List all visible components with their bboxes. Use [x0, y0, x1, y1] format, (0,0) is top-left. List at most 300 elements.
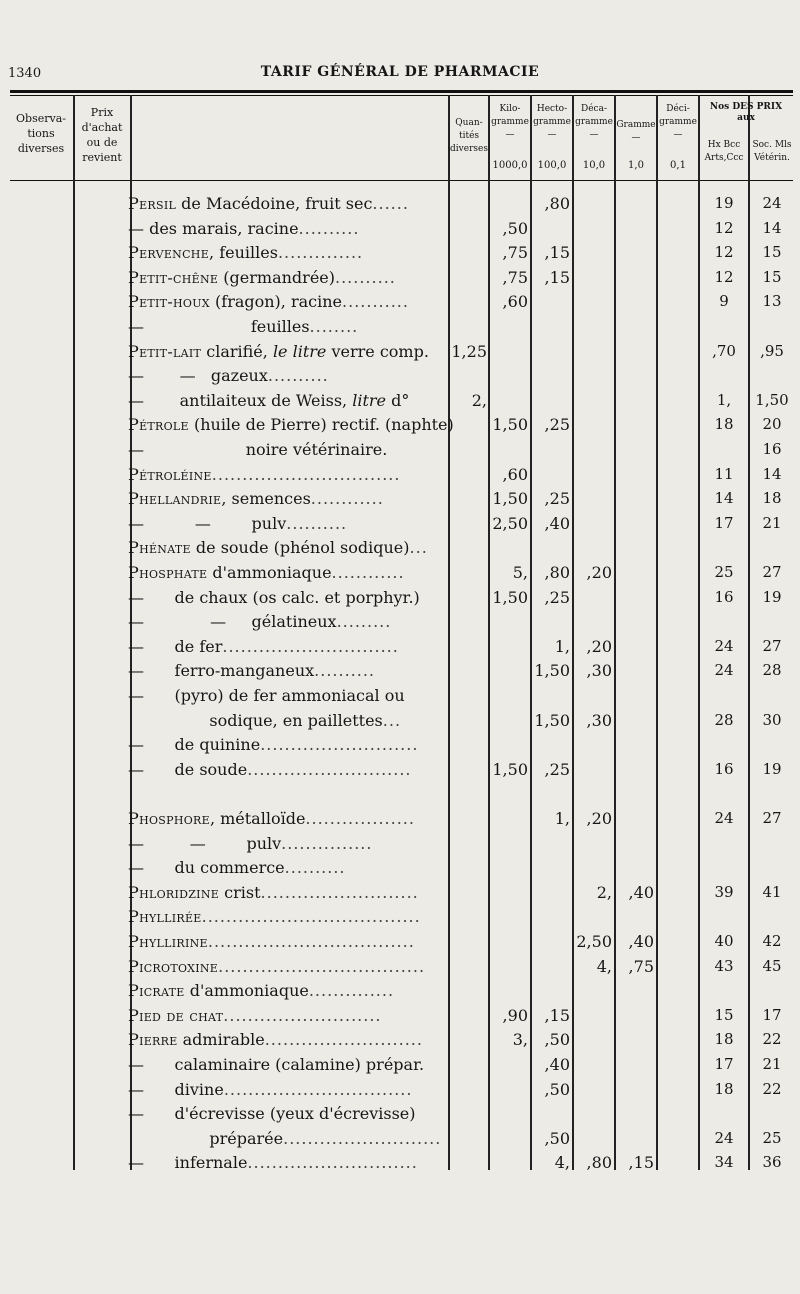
table-row [0, 809, 800, 833]
item-name [128, 1104, 415, 1123]
item-name [128, 1153, 418, 1172]
table-row [0, 637, 800, 661]
item-name [128, 538, 428, 557]
table-row [0, 415, 800, 439]
item-name-sc: Pétroléine [128, 464, 212, 484]
price-dag: ,20 [586, 563, 612, 582]
price-dag: ,20 [586, 809, 612, 828]
number-arts: 1, [716, 390, 732, 409]
number-soc-vet: 22 [762, 1079, 782, 1098]
number-soc-vet: 16 [762, 440, 782, 458]
item-name-lead: .......... [298, 218, 360, 238]
price-kg: 3, [512, 1030, 528, 1050]
item-name-rest: — pulv [149, 513, 287, 533]
unit-hecto: 100,0 [537, 160, 567, 171]
item-name-sc: Phénate [128, 538, 191, 558]
number-arts: 24 [714, 809, 734, 827]
item-name-rest: d'ammoniaque [184, 981, 309, 1001]
number-arts: 14 [714, 489, 734, 508]
item-name [128, 858, 346, 877]
item-name-lead: ............................. [222, 636, 399, 656]
price-hg: ,15 [544, 1005, 570, 1025]
number-soc-vet: 27 [762, 563, 782, 581]
item-name-prefix: — [128, 759, 150, 779]
table-row [0, 292, 800, 316]
number-soc-vet: 19 [762, 587, 782, 606]
price-hg: ,15 [544, 267, 570, 287]
price-hg: 4, [554, 1153, 570, 1173]
item-name-sc: Phloridzine [128, 882, 220, 902]
table-row [0, 489, 800, 513]
page-number: 1340 [8, 66, 42, 81]
item-name-rest: , semences [221, 489, 311, 509]
number-soc-vet: 15 [762, 267, 782, 286]
item-name-rest: crist [219, 882, 261, 902]
item-name [128, 588, 420, 607]
table-row [0, 1006, 800, 1030]
item-name-rest: du commerce [149, 858, 285, 878]
price-g: ,15 [628, 1153, 654, 1173]
price-dag: 2, [596, 882, 612, 902]
table-row [0, 243, 800, 267]
price-hg: ,40 [544, 1055, 570, 1074]
item-name [128, 834, 372, 853]
number-soc-vet: ,95 [760, 341, 784, 360]
item-name-it: litre [352, 390, 386, 410]
item-name-rest: — pulv [149, 833, 282, 853]
item-name [128, 612, 391, 631]
price-g: ,75 [628, 956, 654, 976]
item-name-rest: (huile de Pierre) rectif. (naphte) [188, 415, 454, 435]
item-name-rest: des marais, racine [149, 218, 299, 238]
item-name-lead: ............ [331, 563, 405, 582]
item-name-lead: ............................... [211, 464, 401, 484]
item-name-lead: .......................... [223, 1005, 382, 1025]
item-name-sc: Petit-houx [128, 292, 210, 312]
header-nos-des-prix: Nos DES PRIX aux [709, 102, 783, 123]
unit-deci: 0,1 [670, 160, 686, 171]
item-name [128, 1055, 424, 1074]
item-name-prefix: — [128, 1055, 150, 1074]
price-hg: ,25 [544, 489, 570, 509]
item-name-lead: .......................... [260, 882, 419, 902]
item-name [128, 1080, 412, 1099]
item-name [128, 489, 384, 508]
item-name-rest: d'écrevisse (yeux d'écrevisse) [149, 1104, 416, 1124]
item-name-rest: , métalloïde [209, 809, 306, 828]
table-row [0, 858, 800, 882]
header-decigramme: Déci- gramme — [659, 104, 697, 140]
number-arts: 12 [714, 243, 734, 262]
table-row [0, 366, 800, 390]
number-soc-vet: 41 [762, 882, 782, 901]
number-arts: 15 [714, 1005, 734, 1024]
table-row [0, 711, 800, 735]
price-dag: ,30 [586, 661, 612, 681]
price-dag: ,20 [586, 636, 612, 656]
number-arts: 25 [714, 563, 734, 581]
item-name [128, 292, 409, 311]
item-name-lead: ............................ [247, 1153, 418, 1173]
item-name [128, 1129, 441, 1148]
item-name [128, 366, 329, 385]
price-kg: 2,50 [492, 513, 528, 533]
item-name-sc: Pied de chat [128, 1005, 224, 1025]
price-dag: ,30 [586, 710, 612, 730]
item-name-rest: de chaux (os calc. et porphyr.) [149, 587, 420, 607]
price-hg: ,80 [544, 194, 570, 213]
price-kg: 1,50 [492, 587, 528, 607]
number-soc-vet: 21 [762, 513, 782, 532]
number-arts: 39 [714, 882, 734, 901]
number-soc-vet: 18 [762, 489, 782, 508]
header-prix: Prix d'achat ou de revient [81, 106, 123, 164]
item-name-lead: ... [409, 538, 428, 558]
item-name [128, 563, 405, 582]
item-name [128, 514, 347, 533]
item-name-lead: .................................... [201, 907, 421, 927]
table-row [0, 1129, 800, 1153]
table-row [0, 1104, 800, 1128]
number-arts: 12 [714, 267, 734, 286]
number-arts: 18 [714, 1079, 734, 1098]
item-name-sc: Picrotoxine [128, 956, 219, 976]
number-arts: 24 [714, 1128, 734, 1147]
item-name-lead: .......................... [283, 1128, 442, 1148]
item-name-sc: Persil [128, 194, 177, 213]
number-arts: 17 [714, 1055, 734, 1073]
number-soc-vet: 21 [762, 1055, 782, 1073]
price-kg: ,50 [502, 218, 528, 238]
item-name-rest: (fragon), racine [209, 292, 343, 312]
item-name [128, 907, 421, 926]
header-arts: Hx Bcc Arts,Ccc [704, 140, 744, 163]
item-name-sc: Phyllirine [128, 932, 208, 951]
number-arts: 9 [719, 292, 729, 311]
number-soc-vet: 15 [762, 243, 782, 262]
item-name-rest: préparée [128, 1128, 284, 1148]
item-name-sc: Phosphore [128, 809, 210, 828]
price-hg: 1, [554, 809, 570, 828]
item-name-lead: .................................. [218, 956, 426, 976]
table-row [0, 784, 800, 808]
item-name [128, 440, 387, 459]
top-rule-thick [10, 90, 793, 93]
item-name-lead: ........... [342, 292, 409, 312]
item-name-lead: .......... [267, 366, 329, 386]
number-soc-vet: 30 [762, 710, 782, 729]
price-kg: 5, [512, 563, 528, 582]
number-soc-vet: 14 [762, 218, 782, 237]
price-kg: ,60 [502, 464, 528, 484]
item-name-prefix: — [128, 1104, 150, 1124]
header-bottom-rule [10, 180, 793, 181]
number-arts: 24 [714, 636, 734, 655]
item-name-rest: , feuilles [209, 243, 278, 263]
price-kg: ,90 [502, 1005, 528, 1025]
item-name [128, 981, 394, 1000]
table-row [0, 907, 800, 931]
price-hg: ,50 [544, 1128, 570, 1148]
table-row [0, 661, 800, 685]
item-name-it: le litre [272, 341, 327, 361]
table-row [0, 538, 800, 562]
number-arts: 34 [714, 1153, 734, 1172]
item-name-lead: ............................... [223, 1079, 413, 1099]
item-name-rest: infernale [149, 1153, 248, 1173]
table-row [0, 514, 800, 538]
item-name [128, 711, 401, 730]
item-name-rest: antilaiteux de Weiss, [149, 390, 353, 410]
price-hg: ,25 [544, 587, 570, 607]
number-soc-vet: 20 [762, 415, 782, 434]
item-name-sc: Pervenche [128, 243, 210, 263]
table-row [0, 957, 800, 981]
item-name-sc: Picrate [128, 981, 185, 1001]
price-q: 2, [471, 390, 487, 410]
item-name-rest: (germandrée) [218, 267, 335, 287]
price-hg: ,25 [544, 759, 570, 779]
table-row [0, 588, 800, 612]
header-observations: Observa- tions diverses [16, 112, 66, 155]
number-arts: 28 [714, 710, 734, 729]
table-row [0, 563, 800, 587]
item-name-lead: .......... [314, 661, 376, 681]
item-name-sc: Phosphate [128, 563, 208, 582]
item-name-prefix: — [128, 366, 150, 386]
table-row [0, 686, 800, 710]
item-name-sc: Phyllirée [128, 907, 202, 927]
item-name [128, 637, 399, 656]
item-name-rest: — gélatineux [149, 612, 337, 632]
item-name-rest: ferro-manganeux [149, 661, 315, 681]
item-name [128, 883, 419, 902]
table-row [0, 465, 800, 489]
item-name-prefix: — [128, 636, 150, 656]
header-hectogramme: Hecto- gramme — [533, 104, 571, 140]
number-arts: 17 [714, 513, 734, 532]
item-name-prefix: — [128, 587, 150, 607]
item-name-rest: de Macédoine, fruit sec [176, 194, 373, 213]
table-row [0, 1153, 800, 1177]
unit-deca: 10,0 [582, 160, 606, 171]
number-arts: ,70 [712, 341, 736, 360]
item-name [128, 465, 400, 484]
number-soc-vet: 1,50 [755, 390, 789, 409]
price-hg: ,50 [544, 1079, 570, 1099]
header-decagramme: Déca- gramme — [575, 104, 613, 140]
item-name-rest: (pyro) de fer ammoniacal ou [149, 686, 405, 705]
table-row [0, 317, 800, 341]
item-name-lead: .................. [305, 809, 415, 828]
item-name-lead: ......... [336, 612, 392, 632]
table-row [0, 932, 800, 956]
item-name-lead: .......................... [260, 735, 419, 755]
number-arts: 18 [714, 415, 734, 434]
item-name-rest: d'ammoniaque [207, 563, 332, 582]
item-name [128, 1006, 382, 1025]
price-kg: 1,50 [492, 489, 528, 509]
number-arts: 40 [714, 932, 734, 950]
price-g: ,40 [628, 932, 654, 951]
price-hg: ,50 [544, 1030, 570, 1050]
item-name-rest: noire vétérinaire. [149, 440, 388, 459]
price-kg: ,60 [502, 292, 528, 312]
item-name [128, 760, 412, 779]
item-name-lead: .......... [284, 858, 346, 878]
item-name [128, 391, 409, 410]
header-soc-vet: Soc. Mls Vétérin. [752, 140, 792, 163]
item-name-prefix: — [128, 1079, 150, 1099]
item-name-sc: Pétrole [128, 415, 189, 435]
item-name-rest: calaminaire (calamine) prépar. [149, 1055, 425, 1074]
item-name [128, 194, 409, 213]
item-name-sc: Petit-chêne [128, 267, 219, 287]
item-name-rest: — gazeux [149, 366, 268, 386]
number-arts: 11 [714, 464, 734, 483]
item-name-lead: ...... [372, 194, 409, 213]
number-soc-vet: 17 [762, 1005, 782, 1024]
table-row [0, 1030, 800, 1054]
number-soc-vet: 27 [762, 636, 782, 655]
top-rule-thin [10, 95, 793, 96]
item-name-prefix: — [128, 440, 150, 459]
item-name-prefix: — [128, 661, 150, 681]
unit-gramme: 1,0 [628, 160, 644, 171]
table-row [0, 735, 800, 759]
item-name [128, 219, 359, 238]
running-title: TARIF GÉNÉRAL DE PHARMACIE [260, 64, 540, 80]
table-row [0, 760, 800, 784]
item-name-prefix: — [128, 218, 150, 238]
item-name-lead: .......... [335, 267, 396, 287]
table-row [0, 219, 800, 243]
item-name-lead: .............. [277, 243, 364, 263]
price-q: 1,25 [451, 341, 487, 361]
item-name [128, 809, 415, 828]
item-name-lead: ............... [281, 833, 373, 853]
item-name [128, 661, 375, 680]
item-name-rest: sodique, en paillettes [128, 710, 383, 730]
table-row [0, 883, 800, 907]
price-hg: ,25 [544, 415, 570, 435]
price-dag: ,80 [586, 1153, 612, 1173]
item-name-rest: admirable [177, 1030, 265, 1050]
table-row [0, 391, 800, 415]
item-name [128, 957, 425, 976]
number-soc-vet: 14 [762, 464, 782, 483]
item-name-prefix: — [128, 390, 150, 410]
item-name-sc: Petit-lait [128, 341, 202, 361]
price-kg: 1,50 [492, 415, 528, 435]
number-soc-vet: 25 [762, 1128, 782, 1147]
item-name-lead: .............. [308, 981, 395, 1001]
number-arts: 16 [714, 587, 734, 606]
price-hg: 1,50 [534, 661, 570, 681]
item-name-prefix: — [128, 833, 150, 853]
item-name-lead: ............ [310, 489, 384, 509]
price-dag: 2,50 [576, 932, 612, 951]
item-name [128, 342, 429, 361]
item-name-prefix: — [128, 317, 150, 336]
price-hg: 1, [554, 636, 570, 656]
item-name [128, 243, 363, 262]
item-name [128, 415, 454, 434]
item-name-rest: clarifié, [201, 341, 273, 361]
item-name [128, 1030, 423, 1049]
price-kg: 1,50 [492, 759, 528, 779]
item-name-lead: .......... [286, 513, 348, 533]
number-soc-vet: 27 [762, 809, 782, 827]
item-name [128, 932, 415, 951]
number-arts: 19 [714, 194, 734, 212]
item-name-rest2: verre comp. [326, 341, 429, 361]
item-name-rest: de soude [149, 759, 248, 779]
item-name [128, 735, 418, 754]
item-name-lead: ........................... [247, 759, 412, 779]
header-kilogramme: Kilo- gramme — [491, 104, 529, 140]
item-name-prefix: — [128, 735, 150, 755]
item-name-prefix: — [128, 513, 150, 533]
number-soc-vet: 24 [762, 194, 782, 212]
item-name [128, 317, 358, 336]
item-name-sc: Pierre [128, 1030, 178, 1050]
table-row [0, 834, 800, 858]
number-soc-vet: 22 [762, 1030, 782, 1049]
price-hg: ,40 [544, 513, 570, 533]
table-row [0, 268, 800, 292]
item-name-rest: de quinine [149, 735, 261, 755]
price-g: ,40 [628, 882, 654, 902]
table-row [0, 342, 800, 366]
number-soc-vet: 19 [762, 759, 782, 778]
table-row [0, 981, 800, 1005]
table-row [0, 612, 800, 636]
item-name [128, 686, 405, 705]
item-name-prefix: — [128, 612, 150, 632]
item-name-prefix: — [128, 1153, 150, 1173]
table-row [0, 1080, 800, 1104]
item-name-rest: divine [149, 1079, 224, 1099]
number-soc-vet: 42 [762, 932, 782, 950]
item-name-lead: ... [382, 710, 402, 730]
item-name-prefix: — [128, 858, 150, 878]
item-name-rest: feuilles [149, 317, 310, 336]
price-hg: ,15 [544, 243, 570, 263]
unit-kilo: 1000,0 [492, 160, 528, 171]
table-row [0, 1055, 800, 1079]
item-name-rest2: d° [385, 390, 410, 410]
number-arts: 18 [714, 1030, 734, 1049]
price-hg: ,80 [544, 563, 570, 582]
header-gramme: Gramme — [616, 120, 656, 143]
table-row [0, 194, 800, 218]
price-hg: 1,50 [534, 710, 570, 730]
item-name [128, 268, 396, 287]
item-name-prefix: — [128, 686, 150, 705]
item-name-rest: de soude (phénol sodique) [190, 538, 410, 558]
number-soc-vet: 28 [762, 661, 782, 680]
item-name-lead: .......................... [264, 1030, 423, 1050]
item-name-rest: de fer [149, 636, 223, 656]
item-name-lead: ........ [309, 317, 359, 336]
item-name-sc: Phellandrie [128, 489, 222, 509]
item-name-lead: .................................. [207, 932, 415, 951]
number-arts: 12 [714, 218, 734, 237]
price-kg: ,75 [502, 267, 528, 287]
number-arts: 24 [714, 661, 734, 680]
table-row [0, 440, 800, 464]
